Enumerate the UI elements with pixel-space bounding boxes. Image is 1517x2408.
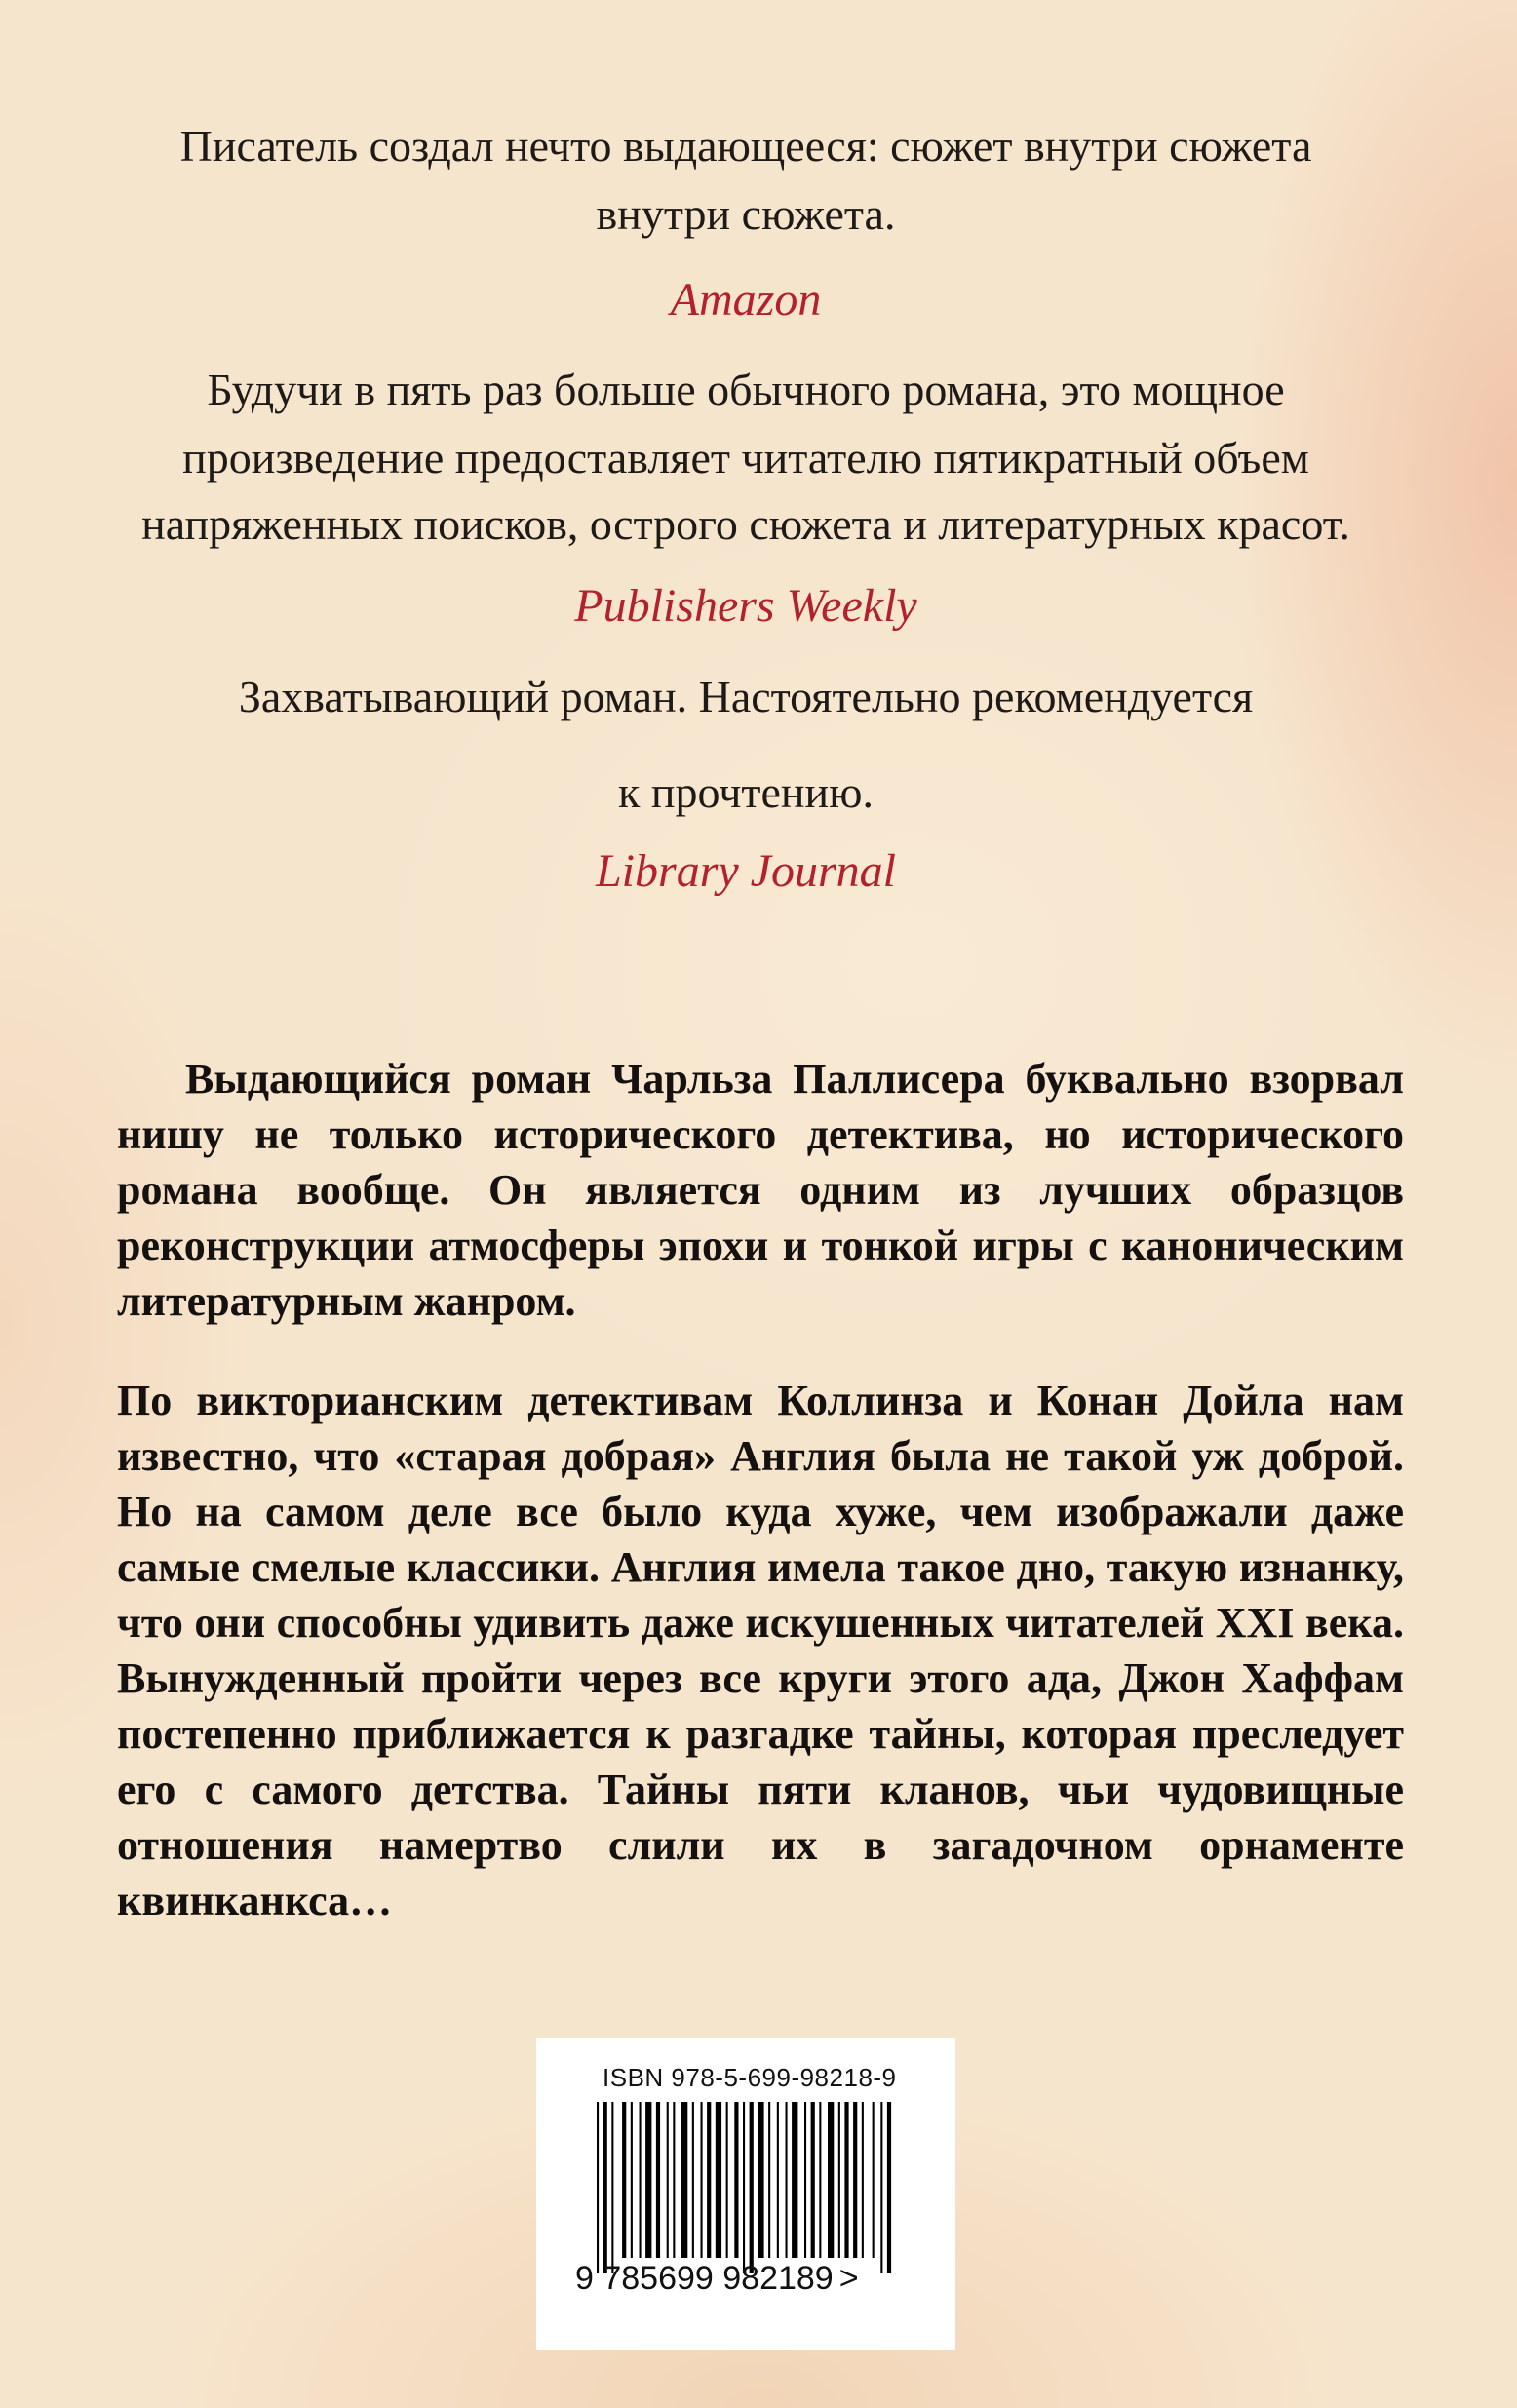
barcode-bar	[622, 2102, 626, 2258]
review-source-publishers-weekly: Publishers Weekly	[574, 580, 917, 632]
barcode-bar	[673, 2102, 675, 2258]
barcode-bar	[726, 2102, 728, 2258]
isbn-barcode-block	[536, 2038, 955, 2350]
barcode-bar	[656, 2102, 660, 2258]
barcode-bar	[853, 2102, 857, 2258]
barcode-bar	[631, 2102, 633, 2258]
barcode-bar	[811, 2102, 815, 2258]
barcode-bar	[880, 2102, 882, 2273]
review-quote-1-line-2: внутри сюжета.	[596, 189, 896, 239]
barcode-bar	[786, 2102, 788, 2258]
review-source-amazon: Amazon	[670, 274, 822, 326]
review-quote-2-line-3: напряженных поисков, острого сюжета и литературных красот.	[141, 499, 1350, 549]
barcode-bar	[828, 2102, 834, 2258]
barcode-bar	[758, 2102, 763, 2258]
barcode-bar	[611, 2102, 613, 2273]
barcode-bar	[768, 2102, 770, 2258]
barcode-bar	[792, 2102, 797, 2258]
barcode-bar	[844, 2102, 848, 2258]
barcode-bar	[716, 2102, 721, 2258]
barcode-bar	[707, 2102, 711, 2258]
barcode-bar	[640, 2102, 642, 2258]
barcode-marker: >	[838, 2260, 859, 2297]
isbn-digits	[575, 2260, 946, 2298]
barcode-bar	[692, 2102, 694, 2258]
barcode-bar	[873, 2102, 875, 2258]
barcode-bar	[597, 2102, 599, 2273]
barcode-bar	[603, 2102, 607, 2273]
review-quote-3-line-2: к прочтению.	[617, 767, 875, 817]
isbn-label: ISBN 978-5-699-98218-9	[603, 2063, 897, 2092]
barcode-bar	[667, 2102, 669, 2258]
barcode-bar	[750, 2102, 754, 2273]
annotation-paragraph-2: По викторианским детективам Коллинза и Конан Дойла нам известно, что «старая добрая» Англия была не такой уж доброй. Но на самом деле все было куда хуже, чем изображали даже самые смелые классики. Англия имела такое дно, такую изнанку, что они способны удивить даже искушенных читателей XXI века. Вынужденный пройти через все круги этого ада, Джон Хаффам постепенно приближается к разгадке тайны, которая преследует его с самого детства. Тайны пяти кланов, чьи чудовищные отношения намертво слили их в загадочном орнаменте квинканкса…	[117, 1377, 1404, 1924]
barcode-bar	[743, 2102, 745, 2273]
isbn-digits-text: 9 785699 982189	[575, 2260, 834, 2297]
annotation-paragraph-1: Выдающийся роман Чарльза Паллисера буквально взорвал нишу не только исторического детектива, но исторического романа вообще. Он является одним из лучших образцов реконструкции атмосферы эпохи и тонкой игры с каноническим литературным жанром.	[117, 1055, 1404, 1325]
barcode-bar	[887, 2102, 891, 2273]
barcode-bar	[819, 2102, 821, 2258]
barcode-bar	[734, 2102, 738, 2258]
review-quote-3-line-1: Захватывающий роман. Настоятельно рекомендуется	[238, 672, 1254, 721]
review-quote-2-line-2: произведение предоставляет читателю пятикратный объем	[182, 433, 1309, 483]
review-quote-2-line-1: Будучи в пять раз больше обычного романа, это мощное	[207, 365, 1285, 414]
review-source-library-journal: Library Journal	[595, 845, 896, 897]
barcode-bar	[862, 2102, 864, 2258]
barcode-bar	[838, 2102, 840, 2258]
barcode-bar	[645, 2102, 651, 2258]
review-quote-1-line-1: Писатель создал нечто выдающееся: сюжет внутри сюжета	[179, 121, 1312, 171]
barcode-bar	[681, 2102, 687, 2258]
barcode-bar	[777, 2102, 779, 2258]
barcode-bar	[804, 2102, 806, 2258]
barcode-bar	[701, 2102, 703, 2258]
